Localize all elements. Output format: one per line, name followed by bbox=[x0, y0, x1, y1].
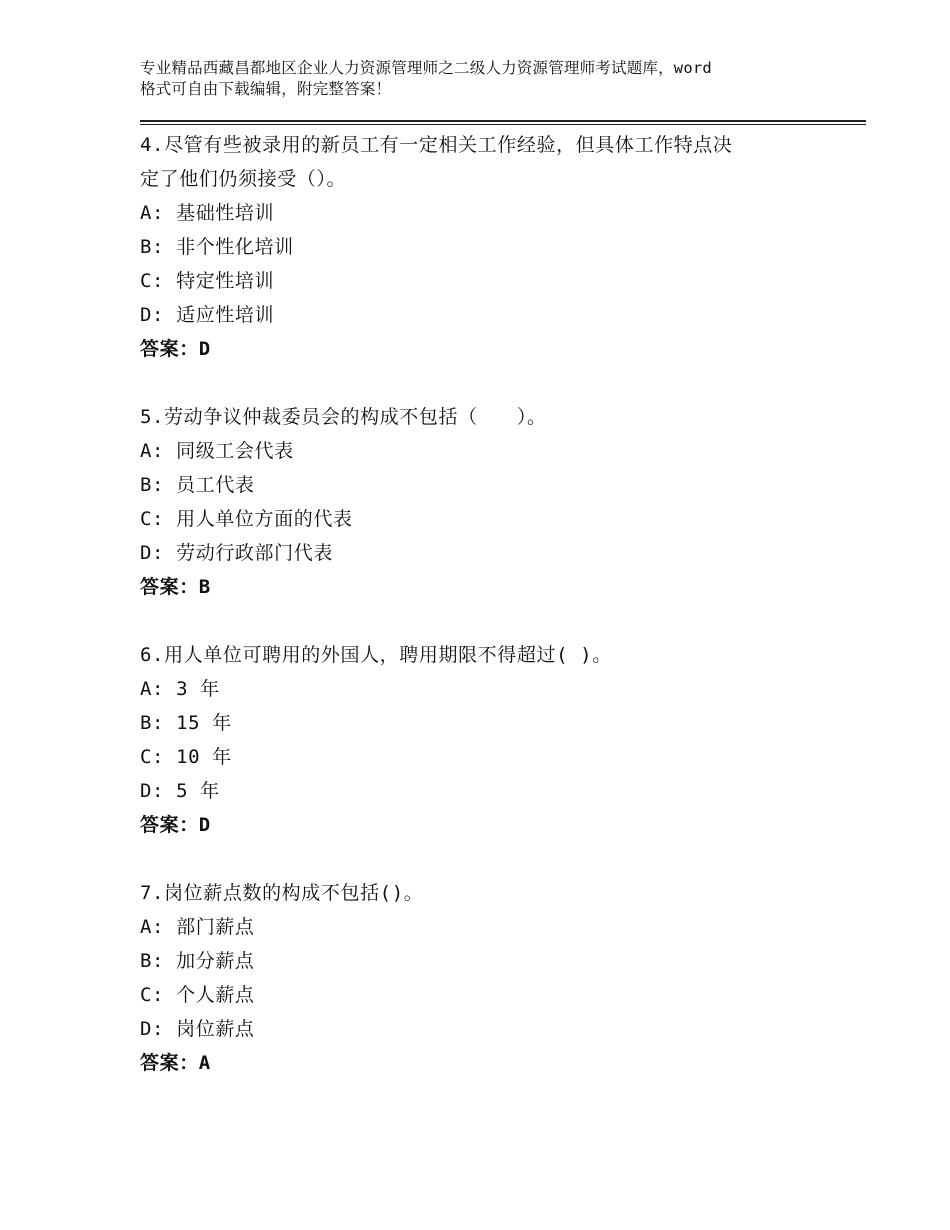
answer: 答案：A bbox=[140, 1052, 211, 1074]
question-list bbox=[140, 128, 840, 1114]
option-c: C: 用人单位方面的代表 bbox=[140, 508, 353, 530]
header-line-1: 专业精品西藏昌都地区企业人力资源管理师之二级人力资源管理师考试题库，word bbox=[140, 59, 712, 77]
question-4 bbox=[140, 128, 840, 366]
option-b: B: 员工代表 bbox=[140, 474, 255, 496]
option-d: D: 劳动行政部门代表 bbox=[140, 542, 333, 564]
question-6 bbox=[140, 638, 840, 842]
option-d: D: 适应性培训 bbox=[140, 304, 275, 326]
question-text: 7.岗位薪点数的构成不包括()。 bbox=[140, 882, 424, 904]
option-c: C: 10 年 bbox=[140, 746, 232, 768]
question-5 bbox=[140, 400, 840, 604]
answer: 答案：D bbox=[140, 814, 211, 836]
option-a: A: 基础性培训 bbox=[140, 202, 275, 224]
question-7 bbox=[140, 876, 840, 1080]
question-text-continued: 定了他们仍须接受（）。 bbox=[140, 168, 347, 190]
option-c: C: 个人薪点 bbox=[140, 984, 255, 1006]
header-divider bbox=[140, 120, 866, 125]
option-d: D: 岗位薪点 bbox=[140, 1018, 255, 1040]
option-b: B: 非个性化培训 bbox=[140, 236, 294, 258]
document-header bbox=[140, 58, 840, 100]
option-d: D: 5 年 bbox=[140, 780, 220, 802]
option-c: C: 特定性培训 bbox=[140, 270, 275, 292]
option-a: A: 同级工会代表 bbox=[140, 440, 294, 462]
option-a: A: 部门薪点 bbox=[140, 916, 255, 938]
option-a: A: 3 年 bbox=[140, 678, 220, 700]
answer: 答案：B bbox=[140, 576, 211, 598]
header-line-2: 格式可自由下载编辑，附完整答案！ bbox=[140, 80, 392, 98]
question-text: 5.劳动争议仲裁委员会的构成不包括（ ）。 bbox=[140, 406, 547, 428]
option-b: B: 15 年 bbox=[140, 712, 232, 734]
question-text: 6.用人单位可聘用的外国人，聘用期限不得超过( )。 bbox=[140, 644, 612, 666]
option-b: B: 加分薪点 bbox=[140, 950, 255, 972]
question-text: 4.尽管有些被录用的新员工有一定相关工作经验，但具体工作特点决 bbox=[140, 134, 733, 156]
answer: 答案：D bbox=[140, 338, 211, 360]
